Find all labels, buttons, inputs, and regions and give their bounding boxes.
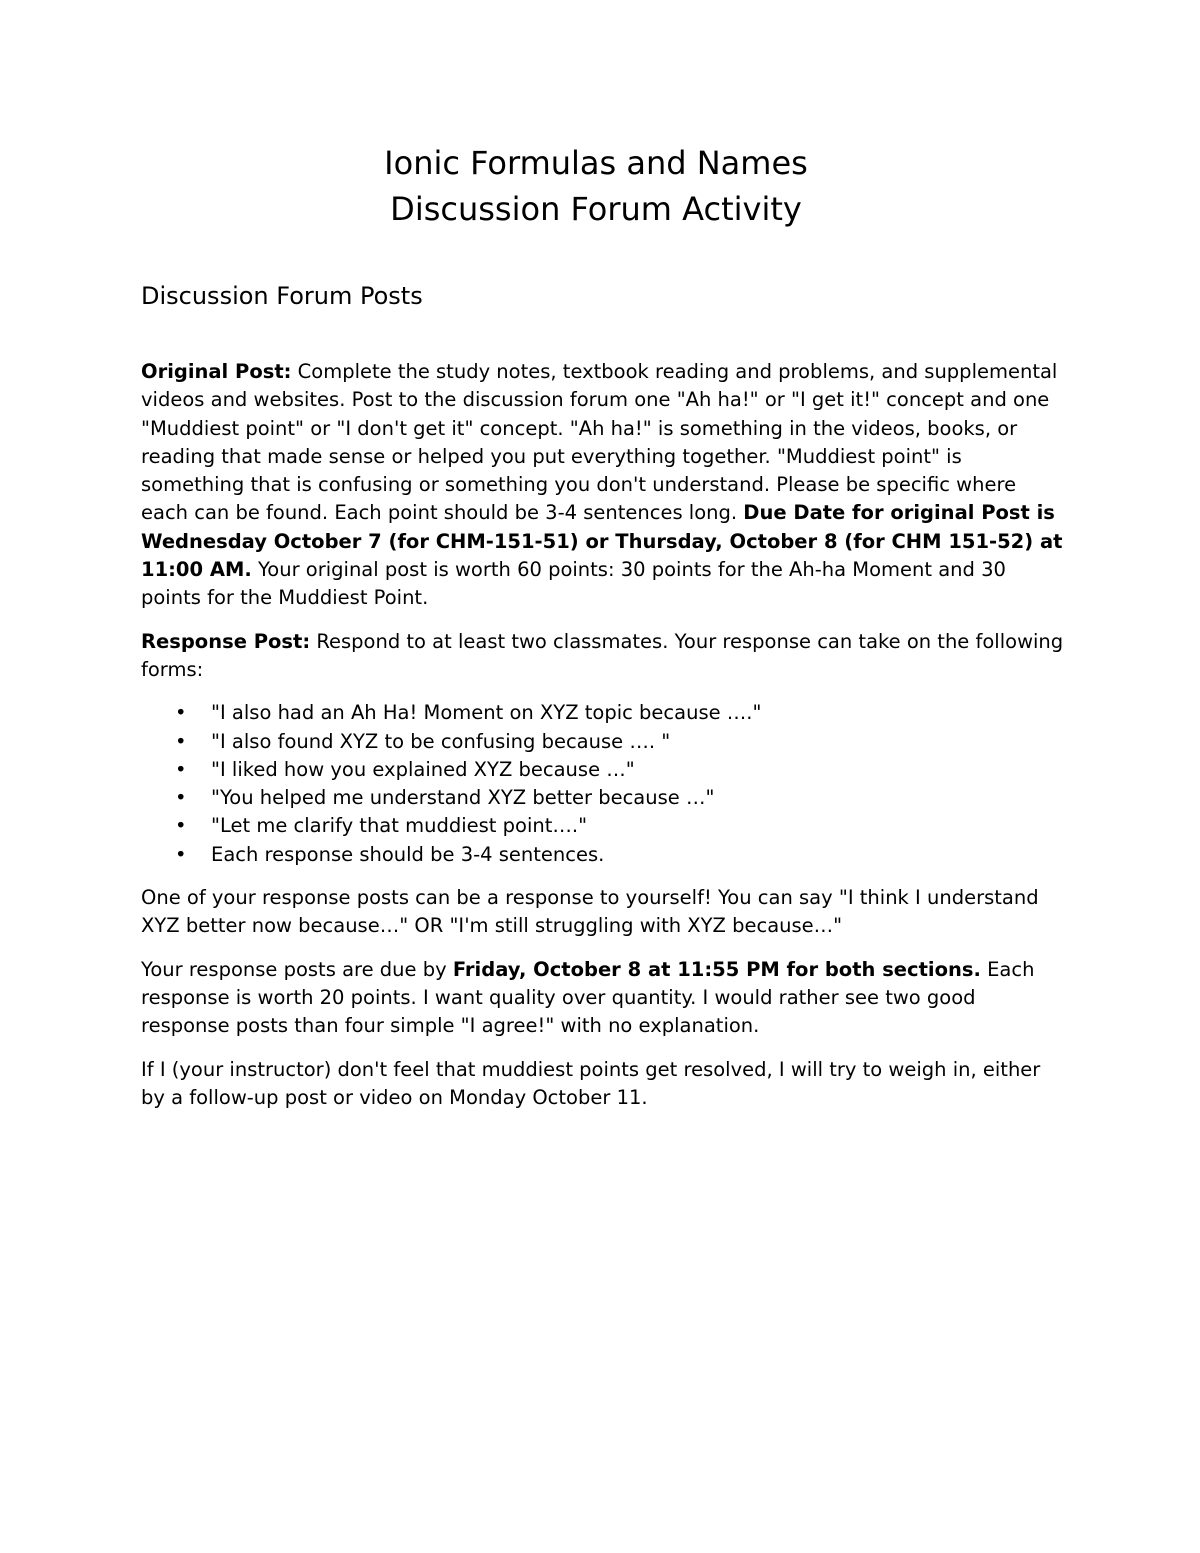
response-post-text: Respond to at least two classmates. Your response can take on the following forms: <box>141 629 1064 681</box>
bullet-icon: • <box>175 842 187 866</box>
response-due-intro: Your response posts are due by <box>141 957 453 981</box>
list-item-text: "I also had an Ah Ha! Moment on XYZ topic because …." <box>211 701 762 725</box>
response-post-label: Response Post: <box>141 629 311 653</box>
response-due-rest: Each response is worth 20 points. I want quality over quantity. I would rather see two good response posts than four simple "I agree!" with no explanation. <box>141 957 1035 1038</box>
document-body <box>141 358 1066 1127</box>
list-item-text: "I also found XYZ to be confusing because …. " <box>211 729 671 753</box>
original-post-points: Your original post is worth 60 points: 30 points for the Ah-ha Moment and 30 points for the Muddiest Point. <box>141 558 1006 610</box>
bullet-icon: • <box>175 757 187 781</box>
instructor-note-paragraph: If I (your instructor) don't feel that muddiest points get resolved, I will try to weigh in, either by a follow-up post or video on Monday October 11. <box>141 1057 1041 1109</box>
original-post-text: Complete the study notes, textbook reading and problems, and supplemental videos and websites. Post to the discussion forum one "Ah ha!" or "I get it!" concept and one "Muddiest point" or "I don't get it" concept. "Ah ha!" is something in the videos, books, or reading that made sense or helped you put everything together. "Muddiest point" is something that is confusing or something you don't understand. Please be specific where each can be found. Each point should be 3-4 sentences long. <box>141 360 1058 525</box>
original-post-due-date: Due Date for original Post is Wednesday October 7 (for CHM-151-51) or Thursday, October 8 (for CHM 151-52) at 11:00 AM. <box>141 501 1063 582</box>
original-post-label: Original Post: <box>141 360 292 383</box>
list-item <box>141 728 1066 756</box>
response-due-paragraph <box>141 956 1066 1041</box>
list-item <box>141 699 1066 727</box>
response-forms-list <box>141 699 1066 869</box>
title-line-1: Ionic Formulas and Names <box>384 144 808 182</box>
bullet-icon: • <box>175 729 187 753</box>
list-item <box>141 812 1066 840</box>
self-response-paragraph: One of your response posts can be a response to yourself! You can say "I think I understand XYZ better now because…" OR "I'm still struggling with XYZ because…" <box>141 886 1039 938</box>
response-post-paragraph <box>141 628 1066 685</box>
original-post-paragraph <box>141 358 1066 613</box>
list-item <box>141 756 1066 784</box>
list-item <box>141 841 1066 869</box>
list-item <box>141 784 1066 812</box>
list-item-text: "You helped me understand XYZ better because …" <box>211 786 715 810</box>
bullet-icon: • <box>175 786 187 810</box>
list-item-text: Each response should be 3-4 sentences. <box>211 842 605 866</box>
response-due-date: Friday, October 8 at 11:55 PM for both sections. <box>452 957 981 981</box>
bullet-icon: • <box>175 814 187 838</box>
section-heading: Discussion Forum Posts <box>141 282 423 310</box>
list-item-text: "Let me clarify that muddiest point…." <box>211 814 588 838</box>
title-line-2: Discussion Forum Activity <box>390 190 802 228</box>
bullet-icon: • <box>175 701 187 725</box>
document-title <box>141 140 1051 232</box>
list-item-text: "I liked how you explained XYZ because …" <box>211 757 635 781</box>
